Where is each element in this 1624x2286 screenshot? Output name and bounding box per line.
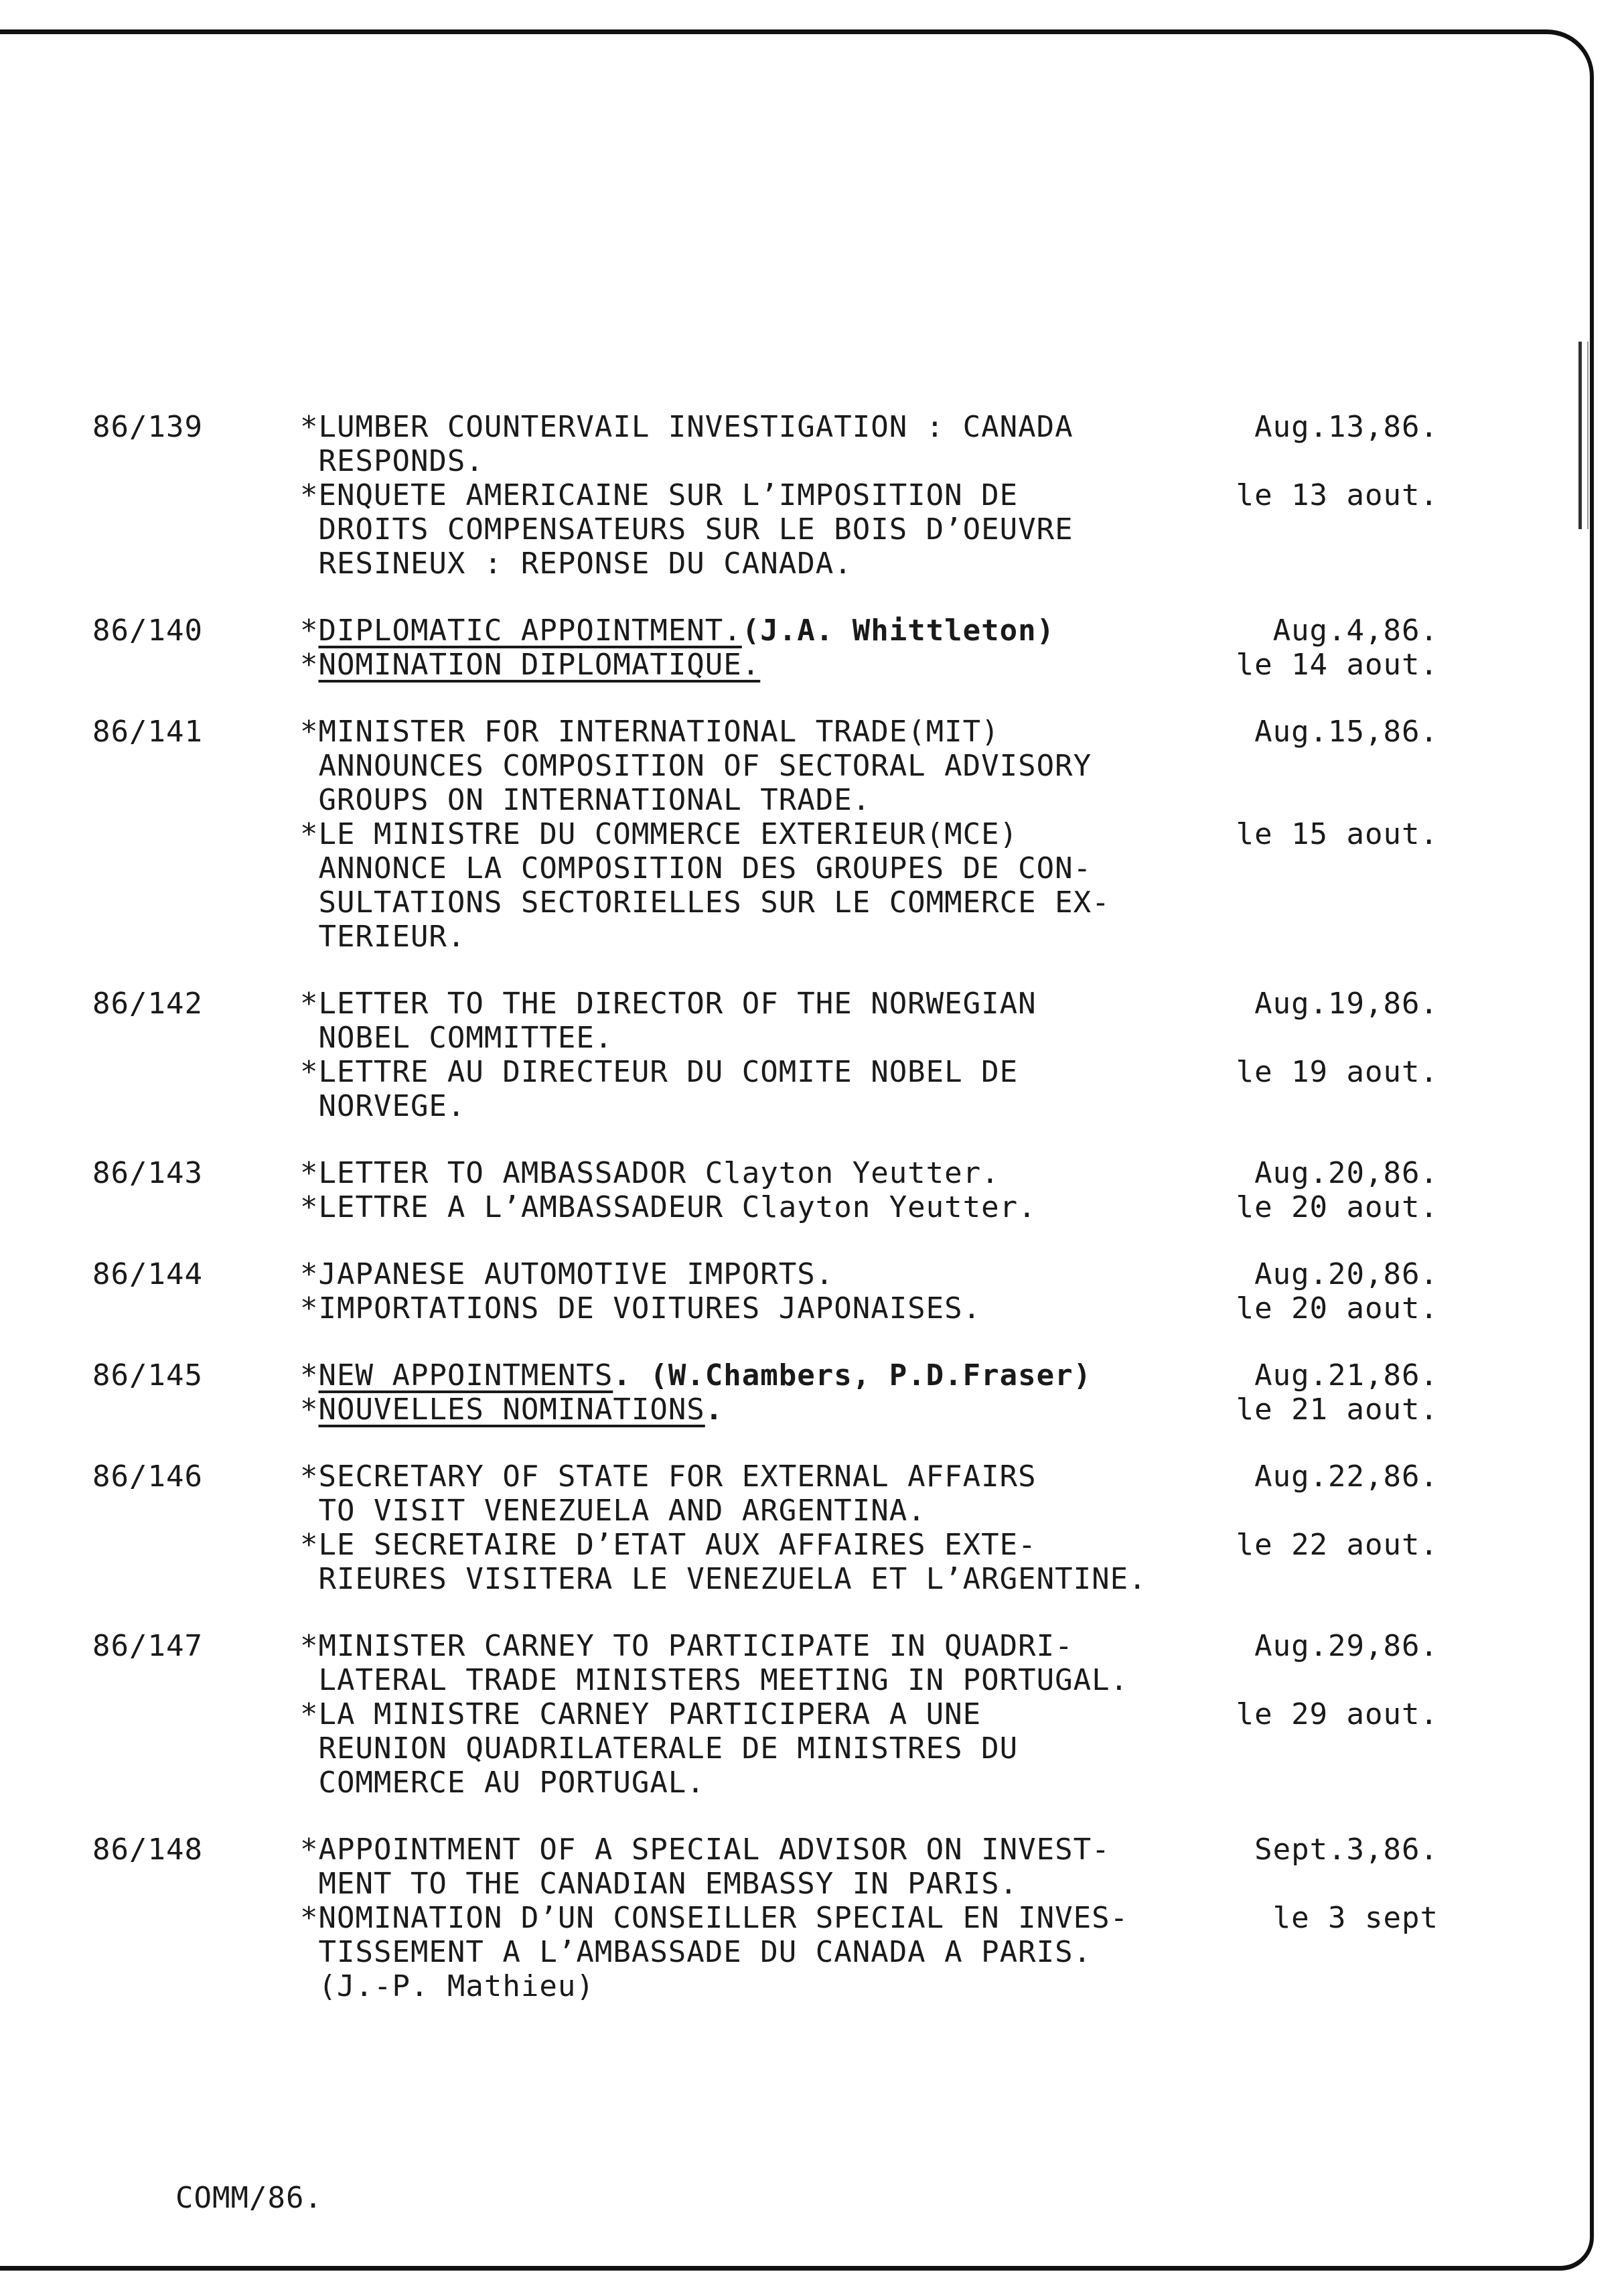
release-body [300, 1833, 1438, 2003]
bullet-star: * [300, 614, 319, 648]
release-item [300, 987, 1438, 1055]
title-line: REUNION QUADRILATERALE DE MINISTRES DU [300, 1731, 1019, 1766]
title-line [300, 1358, 1211, 1392]
underlined-title: NEW APPOINTMENTS [318, 1358, 613, 1392]
release-entry [92, 1358, 1438, 1427]
release-body [300, 1257, 1438, 1326]
release-entry [92, 410, 1438, 581]
title-line: *LE MINISTRE DU COMMERCE EXTERIEUR(MCE) [300, 817, 1019, 851]
release-item [300, 1257, 1438, 1291]
release-date: le 14 aout. [1236, 648, 1438, 682]
release-number: 86/144 [92, 1257, 203, 1291]
title-line: RESINEUX : REPONSE DU CANADA. [300, 547, 853, 581]
release-date: le 20 aout. [1236, 1291, 1438, 1326]
release-number: 86/140 [92, 614, 203, 648]
release-entry [92, 1156, 1438, 1224]
release-title [300, 1697, 1211, 1800]
release-item [300, 1833, 1438, 1901]
release-item [300, 1901, 1438, 2003]
release-number: 86/147 [92, 1629, 203, 1663]
release-title [300, 1629, 1211, 1697]
title-line: GROUPS ON INTERNATIONAL TRADE. [300, 783, 871, 817]
release-entry [92, 715, 1438, 954]
title-line [300, 614, 1211, 648]
title-line: (J.-P. Mathieu) [300, 1969, 595, 2003]
release-title [300, 715, 1211, 817]
release-body [300, 614, 1438, 682]
release-title [300, 410, 1211, 478]
release-title [300, 1055, 1211, 1123]
release-item [300, 715, 1438, 817]
title-suffix: (J.A. Whittleton) [741, 614, 1055, 648]
release-item [300, 478, 1438, 581]
release-title [300, 1190, 1211, 1224]
release-date: le 13 aout. [1236, 478, 1438, 512]
release-date: le 19 aout. [1236, 1055, 1438, 1089]
title-line: NORVEGE. [300, 1089, 466, 1123]
release-item [300, 1291, 1438, 1326]
release-date: Aug.19,86. [1254, 987, 1438, 1021]
title-line: SULTATIONS SECTORIELLES SUR LE COMMERCE EX- [300, 885, 1110, 920]
title-line: *LETTRE A L’AMBASSADEUR Clayton Yeutter. [300, 1190, 1037, 1224]
release-title [300, 1291, 1211, 1326]
release-date: le 20 aout. [1236, 1190, 1438, 1224]
release-date: le 21 aout. [1236, 1392, 1438, 1427]
release-body [300, 715, 1438, 954]
title-line: *ENQUETE AMERICAINE SUR L’IMPOSITION DE [300, 478, 1019, 512]
title-line: *LUMBER COUNTERVAIL INVESTIGATION : CANADA [300, 410, 1074, 444]
release-date: le 29 aout. [1236, 1697, 1438, 1731]
release-title [300, 648, 1211, 682]
title-line: *JAPANESE AUTOMOTIVE IMPORTS. [300, 1257, 834, 1291]
underlined-title: NOUVELLES NOMINATIONS [318, 1392, 705, 1427]
release-item [300, 1358, 1438, 1392]
title-line: ANNOUNCES COMPOSITION OF SECTORAL ADVISORY [300, 749, 1092, 783]
release-body [300, 987, 1438, 1123]
release-title [300, 1156, 1211, 1190]
title-suffix: . (W.Chambers, P.D.Fraser) [613, 1358, 1092, 1392]
title-line: *NOMINATION D’UN CONSEILLER SPECIAL EN INVES- [300, 1901, 1129, 1935]
title-line: *APPOINTMENT OF A SPECIAL ADVISOR ON INVEST- [300, 1833, 1110, 1867]
title-line: MENT TO THE CANADIAN EMBASSY IN PARIS. [300, 1867, 1019, 1901]
title-line: RIEURES VISITERA LE VENEZUELA ET L’ARGENTINE. [300, 1562, 1147, 1596]
underlined-title: DIPLOMATIC APPOINTMENT. [318, 614, 742, 648]
title-line: NOBEL COMMITTEE. [300, 1021, 613, 1055]
release-item [300, 1055, 1438, 1123]
release-item [300, 648, 1438, 682]
release-item [300, 1697, 1438, 1800]
title-line: TO VISIT VENEZUELA AND ARGENTINA. [300, 1494, 926, 1528]
underlined-title: NOMINATION DIPLOMATIQUE. [318, 648, 761, 682]
title-line: TISSEMENT A L’AMBASSADE DU CANADA A PARIS. [300, 1935, 1092, 1969]
release-number: 86/142 [92, 987, 203, 1021]
title-suffix: . [705, 1392, 724, 1427]
release-title [300, 1257, 1211, 1291]
release-title [300, 478, 1211, 581]
bullet-star: * [300, 1358, 319, 1392]
release-list [92, 410, 1438, 2036]
bullet-star: * [300, 1392, 319, 1427]
release-item [300, 1528, 1438, 1596]
release-body [300, 1459, 1438, 1596]
release-date: le 22 aout. [1236, 1528, 1438, 1562]
title-line: *LETTRE AU DIRECTEUR DU COMITE NOBEL DE [300, 1055, 1019, 1089]
title-line: DROITS COMPENSATEURS SUR LE BOIS D’OEUVRE [300, 512, 1074, 547]
release-item [300, 1459, 1438, 1528]
release-title [300, 1901, 1211, 2003]
title-line [300, 1392, 1211, 1427]
title-line: LATERAL TRADE MINISTERS MEETING IN PORTUGAL. [300, 1663, 1129, 1697]
release-title [300, 1358, 1211, 1392]
release-title [300, 987, 1211, 1055]
title-line: *LETTER TO THE DIRECTOR OF THE NORWEGIAN [300, 987, 1037, 1021]
release-date: Sept.3,86. [1254, 1833, 1438, 1867]
release-number: 86/146 [92, 1459, 203, 1494]
release-entry [92, 1833, 1438, 2003]
title-line: COMMERCE AU PORTUGAL. [300, 1766, 705, 1800]
release-entry [92, 1629, 1438, 1800]
release-item [300, 1156, 1438, 1190]
release-item [300, 1392, 1438, 1427]
release-number: 86/139 [92, 410, 203, 444]
title-line: *MINISTER FOR INTERNATIONAL TRADE(MIT) [300, 715, 1000, 749]
footer-code: COMM/86. [175, 2181, 323, 2215]
release-date: Aug.22,86. [1254, 1459, 1438, 1494]
release-entry [92, 987, 1438, 1123]
release-title [300, 614, 1211, 648]
release-item [300, 1629, 1438, 1697]
release-date: Aug.21,86. [1254, 1358, 1438, 1392]
title-line [300, 648, 1211, 682]
title-line: *MINISTER CARNEY TO PARTICIPATE IN QUADRI- [300, 1629, 1074, 1663]
binding-edge-mark [1578, 342, 1589, 529]
bullet-star: * [300, 648, 319, 682]
release-body [300, 1358, 1438, 1427]
release-entry [92, 1459, 1438, 1596]
release-title [300, 1392, 1211, 1427]
release-date: Aug.20,86. [1254, 1156, 1438, 1190]
title-line: *SECRETARY OF STATE FOR EXTERNAL AFFAIRS [300, 1459, 1037, 1494]
release-title [300, 817, 1211, 954]
release-entry [92, 1257, 1438, 1326]
release-title [300, 1528, 1211, 1596]
release-entry [92, 614, 1438, 682]
release-body [300, 1629, 1438, 1800]
title-line: *LETTER TO AMBASSADOR Clayton Yeutter. [300, 1156, 1000, 1190]
release-item [300, 1190, 1438, 1224]
release-date: Aug.4,86. [1272, 614, 1438, 648]
release-date: le 15 aout. [1236, 817, 1438, 851]
title-line: TERIEUR. [300, 920, 466, 954]
release-number: 86/145 [92, 1358, 203, 1392]
title-line: RESPONDS. [300, 444, 484, 478]
release-number: 86/141 [92, 715, 203, 749]
title-line: *LE SECRETAIRE D’ETAT AUX AFFAIRES EXTE- [300, 1528, 1037, 1562]
release-body [300, 410, 1438, 581]
release-item [300, 817, 1438, 954]
release-item [300, 410, 1438, 478]
release-date: Aug.15,86. [1254, 715, 1438, 749]
release-date: Aug.20,86. [1254, 1257, 1438, 1291]
release-date: Aug.29,86. [1254, 1629, 1438, 1663]
title-line: *IMPORTATIONS DE VOITURES JAPONAISES. [300, 1291, 982, 1326]
title-line: *LA MINISTRE CARNEY PARTICIPERA A UNE [300, 1697, 982, 1731]
release-number: 86/143 [92, 1156, 203, 1190]
release-item [300, 614, 1438, 648]
release-date: le 3 sept [1272, 1901, 1438, 1935]
title-line: ANNONCE LA COMPOSITION DES GROUPES DE CON- [300, 851, 1092, 885]
release-title [300, 1459, 1211, 1528]
release-title [300, 1833, 1211, 1901]
release-number: 86/148 [92, 1833, 203, 1867]
release-date: Aug.13,86. [1254, 410, 1438, 444]
release-body [300, 1156, 1438, 1224]
